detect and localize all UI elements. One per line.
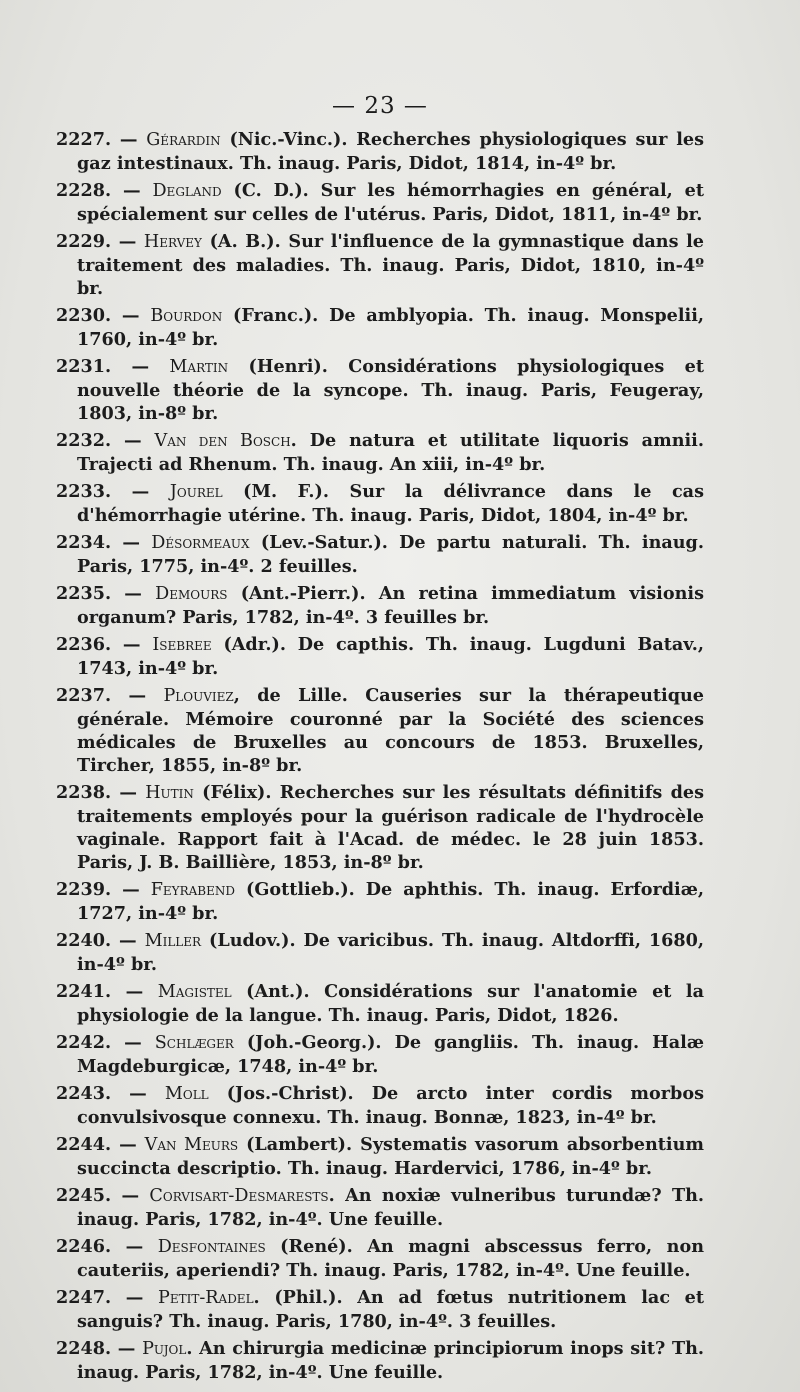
entry-number: 2243. [56, 1083, 112, 1104]
entry-dash: — [111, 782, 146, 803]
entry-author: Pujol [142, 1339, 187, 1359]
entry-dash: — [111, 685, 164, 706]
entry-dash: — [111, 430, 155, 451]
entry-number: 2240. [56, 930, 112, 951]
bibliography-entry [56, 929, 704, 976]
entry-dash: — [111, 1185, 150, 1206]
bibliography-entry [56, 582, 704, 629]
entry-description: (Franc.). De amblyopia. Th. inaug. Monspelii, 1760, in-4º br. [77, 305, 704, 350]
entry-dash: — [111, 481, 170, 502]
entry-dash: — [111, 930, 145, 951]
entry-description: (M. F.). Sur la délivrance dans le cas d'hémorrhagie utérine. Th. inaug. Paris, Didot, 1804, in-4º br. [77, 481, 704, 526]
entry-dash: — [111, 634, 153, 655]
entry-number: 2245. [56, 1185, 112, 1206]
entry-author: Moll [164, 1084, 209, 1104]
bibliography-entry [56, 531, 704, 578]
entry-number: 2230. [56, 305, 112, 326]
entry-author: Demours [155, 584, 228, 604]
entry-number: 2234. [56, 532, 112, 553]
entry-number: 2231. [56, 356, 112, 377]
entry-number: 2236. [56, 634, 112, 655]
bibliography-list [56, 128, 704, 1388]
bibliography-entry [56, 684, 704, 777]
entry-author: Gérardin [146, 130, 221, 150]
entry-dash: — [111, 1032, 155, 1053]
entry-description: . An chirurgia medicinæ principiorum inops sit? Th. inaug. Paris, 1782, in-4º. Une feuille. [77, 1338, 704, 1383]
entry-description: (Félix). Recherches sur les résultats définitifs des traitements employés pour la guérison radicale de l'hydrocèle vaginale. Rapport fait à l'Acad. de médec. le 28 juin 1853. Paris, J. B. Baillière, 1853, in-8º br. [77, 782, 704, 873]
bibliography-entry [56, 1133, 704, 1180]
entry-description: (Joh.-Georg.). De gangliis. Th. inaug. Halæ Magdeburgicæ, 1748, in-4º br. [77, 1032, 704, 1077]
entry-description: (Nic.-Vinc.). Recherches physiologiques sur les gaz intestinaux. Th. inaug. Paris, Didot, 1814, in-4º br. [77, 129, 704, 174]
bibliography-entry [56, 980, 704, 1027]
bibliography-entry [56, 633, 704, 680]
entry-dash: — [111, 1083, 165, 1104]
entry-number: 2232. [56, 430, 112, 451]
entry-dash: — [111, 180, 153, 201]
entry-description: (Adr.). De capthis. Th. inaug. Lugduni Batav., 1743, in-4º br. [77, 634, 704, 679]
entry-number: 2246. [56, 1236, 112, 1257]
bibliography-entry [56, 128, 704, 175]
entry-description: (Jos.-Christ). De arcto inter cordis morbos convulsivosque connexu. Th. inaug. Bonnæ, 1823, in-4º br. [77, 1083, 704, 1128]
entry-dash: — [111, 981, 158, 1002]
entry-author: Feyrabend [150, 880, 235, 900]
entry-description: . De natura et utilitate liquoris amnii. Trajecti ad Rhenum. Th. inaug. An xiii, in-4º br. [77, 430, 704, 475]
entry-description: (Lev.-Satur.). De partu naturali. Th. inaug. Paris, 1775, in-4º. 2 feuilles. [77, 532, 704, 577]
page-number: — 23 — [332, 93, 428, 119]
entry-description: (Gottlieb.). De aphthis. Th. inaug. Erfordiæ, 1727, in-4º br. [77, 879, 704, 924]
entry-dash: — [111, 583, 156, 604]
entry-author: Petit-Radel [157, 1288, 254, 1308]
entry-number: 2233. [56, 481, 112, 502]
entry-description: . An noxiæ vulneribus turundæ? Th. inaug. Paris, 1782, in-4º. Une feuille. [77, 1185, 704, 1230]
bibliography-entry [56, 1184, 704, 1231]
entry-author: Desfontaines [157, 1237, 266, 1257]
entry-dash: — [111, 305, 151, 326]
entry-number: 2238. [56, 782, 112, 803]
entry-author: Schlæger [154, 1033, 234, 1053]
entry-author: Van Meurs [144, 1135, 239, 1155]
entry-author: Magistel [157, 982, 232, 1002]
bibliography-entry [56, 429, 704, 476]
entry-number: 2248. [56, 1338, 112, 1359]
entry-dash: — [111, 1236, 158, 1257]
entry-number: 2227. [56, 129, 112, 150]
entry-number: 2239. [56, 879, 112, 900]
entry-author: Jourel [169, 482, 223, 502]
entry-number: 2241. [56, 981, 112, 1002]
entry-author: Miller [144, 931, 202, 951]
entry-dash: — [111, 1134, 145, 1155]
entry-dash: — [111, 1287, 158, 1308]
bibliography-entry [56, 781, 704, 874]
entry-dash: — [111, 231, 144, 252]
entry-description: (Ludov.). De varicibus. Th. inaug. Altdorffi, 1680, in-4º br. [77, 930, 704, 975]
entry-number: 2237. [56, 685, 112, 706]
entry-author: Désormeaux [151, 533, 250, 553]
entry-description: (A. B.). Sur l'influence de la gymnastique dans le traitement des maladies. Th. inaug. Paris, Didot, 1810, in-4º br. [77, 231, 704, 299]
entry-author: Isebree [152, 635, 212, 655]
bibliography-entry [56, 355, 704, 425]
entry-description: (Ant.). Considérations sur l'anatomie et la physiologie de la langue. Th. inaug. Paris, Didot, 1826. [77, 981, 704, 1026]
entry-author: Degland [152, 181, 222, 201]
bibliography-entry [56, 179, 704, 226]
bibliography-entry [56, 1286, 704, 1333]
entry-number: 2235. [56, 583, 112, 604]
bibliography-entry [56, 230, 704, 300]
entry-number: 2228. [56, 180, 112, 201]
bibliography-entry [56, 1337, 704, 1384]
entry-author: Plouviez [163, 686, 234, 706]
entry-number: 2242. [56, 1032, 112, 1053]
entry-number: 2229. [56, 231, 112, 252]
bibliography-entry [56, 1082, 704, 1129]
entry-description: (René). An magni abscessus ferro, non cauteriis, aperiendi? Th. inaug. Paris, 1782, in-4º. Une feuille. [77, 1236, 704, 1281]
entry-description: (Ant.-Pierr.). An retina immediatum visionis organum? Paris, 1782, in-4º. 3 feuilles br. [77, 583, 704, 628]
entry-description: (Lambert). Systematis vasorum absorbentium succincta descriptio. Th. inaug. Hardervici, 1786, in-4º br. [77, 1134, 704, 1179]
entry-author: Hutin [145, 783, 194, 803]
entry-dash: — [111, 1338, 143, 1359]
entry-description: . (Phil.). An ad fœtus nutritionem lac et sanguis? Th. inaug. Paris, 1780, in-4º. 3 feuilles. [77, 1287, 704, 1332]
entry-description: (Henri). Considérations physiologiques et nouvelle théorie de la syncope. Th. inaug. Paris, Feugeray, 1803, in-8º br. [77, 356, 704, 424]
bibliography-entry [56, 480, 704, 527]
entry-dash: — [111, 356, 170, 377]
entry-dash: — [111, 879, 151, 900]
entry-dash: — [111, 129, 147, 150]
entry-dash: — [111, 532, 152, 553]
bibliography-entry [56, 1031, 704, 1078]
entry-number: 2247. [56, 1287, 112, 1308]
entry-number: 2244. [56, 1134, 112, 1155]
entry-author: Van den Bosch [154, 431, 291, 451]
bibliography-entry [56, 1235, 704, 1282]
entry-author: Corvisart-Desmarests [149, 1186, 329, 1206]
bibliography-entry [56, 304, 704, 351]
entry-author: Bourdon [150, 306, 223, 326]
entry-author: Martin [169, 357, 229, 377]
entry-description: (C. D.). Sur les hémorrhagies en général, et spécialement sur celles de l'utérus. Paris, Didot, 1811, in-4º br. [77, 180, 704, 225]
entry-description: , de Lille. Causeries sur la thérapeutique générale. Mémoire couronné par la Société des sciences médicales de Bruxelles au concours de 1853. Bruxelles, Tircher, 1855, in-8º br. [77, 685, 704, 776]
entry-author: Hervey [143, 232, 202, 252]
bibliography-entry [56, 878, 704, 925]
